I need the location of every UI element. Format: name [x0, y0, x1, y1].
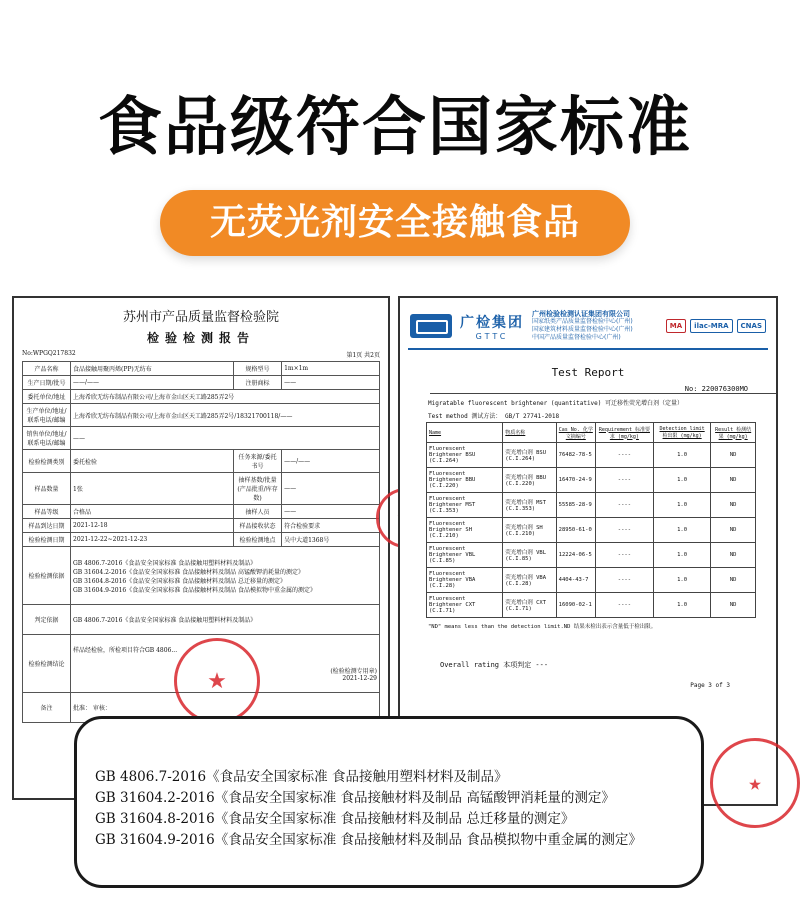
results-cell: 1.0 — [653, 543, 710, 568]
report-row — [23, 473, 380, 505]
basis-line: GB 31604.9-2016《食品安全国家标准 食品接触材料及制品 食品模拟物中重金属的测定》 — [73, 586, 317, 594]
results-cell: 荧光增白剂 CXT (C.I.71) — [503, 593, 556, 618]
results-table — [426, 422, 756, 618]
gttc-logo-icon — [410, 314, 452, 338]
results-cell: 1.0 — [653, 443, 710, 468]
report-cell: —— — [282, 505, 380, 519]
results-cell: Fluorescent Brightener CXT (C.I.71) — [427, 593, 503, 618]
report-cell: ——/—— — [71, 376, 234, 390]
results-cell: 1.0 — [653, 568, 710, 593]
divider — [408, 348, 768, 350]
report-cell: 样品接收状态 — [234, 519, 282, 533]
report-row — [23, 404, 380, 427]
report-row — [23, 390, 380, 404]
basis-line: GB 4806.7-2016《食品安全国家标准 食品接触用塑料材料及制品》 — [73, 559, 257, 567]
results-cell: Fluorescent Brightener BBU (C.I.220) — [427, 468, 503, 493]
report-row — [23, 505, 380, 519]
report-cell: 样品数量 — [23, 473, 71, 505]
basis-line: GB 31604.2-2016《食品安全国家标准 食品接触材料及制品 高锰酸钾消耗量的测定》 — [73, 568, 305, 576]
results-header-cell: Cas No. 化学文摘编号 — [556, 423, 595, 443]
headline: 食品级符合国家标准 — [98, 91, 692, 165]
report-cell: —— — [71, 427, 380, 450]
results-cell: ---- — [595, 518, 653, 543]
report-row — [23, 450, 380, 473]
report-cell: 抽样人员 — [234, 505, 282, 519]
report-row — [23, 519, 380, 533]
results-cell: ---- — [595, 468, 653, 493]
results-cell: 28950-61-0 — [556, 518, 595, 543]
zoom-line: GB 31604.9-2016《食品安全国家标准 食品接触材料及制品 食品模拟物中重金属的测定》 — [95, 832, 642, 848]
table-row — [427, 543, 756, 568]
brand-en: GTTC — [475, 331, 509, 341]
report-cell: 检验检测类别 — [23, 450, 71, 473]
report-cell: 生产日期/批号 — [23, 376, 71, 390]
report-cell: 产品名称 — [23, 362, 71, 376]
org-cn: 广州检验检测认证集团有限公司 — [532, 310, 630, 318]
table-row — [427, 493, 756, 518]
results-cell: 荧光增白剂 VBL (C.I.85) — [503, 543, 556, 568]
report-cell: —— — [282, 473, 380, 505]
results-cell: ND — [711, 568, 756, 593]
results-cell: Fluorescent Brightener BSU (C.I.264) — [427, 443, 503, 468]
report-cell: 销售单位/地址/联系电话/邮编 — [23, 427, 71, 450]
report-cell: 1张 — [71, 473, 234, 505]
report-row — [23, 376, 380, 390]
seal-stamp-icon: ★ — [174, 638, 260, 724]
results-cell: 16090-02-1 — [556, 593, 595, 618]
results-cell: 1.0 — [653, 493, 710, 518]
report-cell: 2021-12-18 — [71, 519, 234, 533]
table-row — [427, 518, 756, 543]
report-cell: 委托单位/地址 — [23, 390, 71, 404]
report-cell: GB 4806.7-2016《食品安全国家标准 食品接触用塑料材料及制品》 — [71, 605, 380, 635]
report-row — [23, 362, 380, 376]
report-cell: 上海希欣无纺布制品有限公司/上海市金山区天工路285弄2号 — [71, 390, 380, 404]
gttc-header — [400, 298, 776, 346]
results-cell: 1.0 — [653, 518, 710, 543]
standards-zoom-callout — [74, 716, 704, 888]
zoom-line: GB 31604.8-2016《食品安全国家标准 食品接触材料及制品 总迁移量的测定》 — [95, 811, 575, 827]
results-cell: Fluorescent Brightener SH (C.I.210) — [427, 518, 503, 543]
results-cell: 荧光增白剂 MST (C.I.353) — [503, 493, 556, 518]
report-cell: 抽样基数/批量(产品批重/库存数) — [234, 473, 282, 505]
results-cell: ND — [711, 468, 756, 493]
test-subtitle: Migratable fluorescent brightener (quantitative) 可迁移性荧光增白剂（定量） — [428, 400, 684, 407]
report-cell: 注册商标 — [234, 376, 282, 390]
zoom-line: GB 4806.7-2016《食品安全国家标准 食品接触用塑料材料及制品》 — [95, 769, 508, 785]
report-cell: 备注 — [23, 693, 71, 723]
page-number: Page 3 of 3 — [690, 682, 730, 689]
report-cell: 1m×1m — [282, 362, 380, 376]
results-cell: 荧光增白剂 VBA (C.I.28) — [503, 568, 556, 593]
report-cell: 2021-12-22~2021-12-23 — [71, 533, 234, 547]
results-cell: ---- — [595, 568, 653, 593]
report-title: 检验检测报告 — [146, 331, 255, 345]
results-cell: Fluorescent Brightener VBL (C.I.85) — [427, 543, 503, 568]
report-cell: 合格品 — [71, 505, 234, 519]
results-header-cell: Detection limit 检出限 (mg/kg) — [653, 423, 710, 443]
table-row — [427, 568, 756, 593]
org-sub2: 国家建筑材料质量监督检验中心(广州) — [532, 326, 633, 333]
report-page: 第1页 共2页 — [346, 352, 380, 359]
cnas-cert-icon: CNAS — [737, 319, 766, 333]
seal-text: (检验检测专用章) — [330, 668, 377, 675]
ma-cert-icon: MA — [666, 319, 686, 333]
report-row — [23, 547, 380, 605]
report-cell: 检验检测结论 — [23, 635, 71, 693]
report-cell: 判定依据 — [23, 605, 71, 635]
report-cell: 食品接触用聚丙烯(PP)无纺布 — [71, 362, 234, 376]
overall-rating: Overall rating 本项判定 --- — [440, 661, 549, 669]
report-cell: 委托检验 — [71, 450, 234, 473]
table-row — [427, 593, 756, 618]
report-cell: 吴中大道1368号 — [282, 533, 380, 547]
results-cell: ND — [711, 518, 756, 543]
results-cell: Fluorescent Brightener VBA (C.I.28) — [427, 568, 503, 593]
report-cell: 批准： 审核： — [71, 693, 380, 723]
results-cell: 1.0 — [653, 468, 710, 493]
report-org: 苏州市产品质量监督检验院 — [122, 310, 279, 325]
basis-line: GB 31604.8-2016《食品安全国家标准 食品接触材料及制品 总迁移量的测定》 — [73, 577, 287, 585]
results-cell: Fluorescent Brightener MST (C.I.353) — [427, 493, 503, 518]
nd-note: "ND" means less than the detection limit.ND 结果未检出表示含量低于检出限。 — [428, 624, 657, 630]
results-header-cell: Result 检测结果 (mg/kg) — [711, 423, 756, 443]
test-report-number: No: 220076300MO — [430, 385, 776, 394]
report-cell: 上海希欣无纺布制品有限公司/上海市金山区天工路285弄2号/18321700118/—— — [71, 404, 380, 427]
report-row — [23, 533, 380, 547]
results-cell: 荧光增白剂 SH (C.I.210) — [503, 518, 556, 543]
table-row — [427, 468, 756, 493]
results-cell: ND — [711, 493, 756, 518]
results-cell: 荧光增白剂 BBU (C.I.220) — [503, 468, 556, 493]
results-cell: 55585-28-9 — [556, 493, 595, 518]
report-cell: 符合检验要求 — [282, 519, 380, 533]
report-cell: 任务来源/委托书号 — [234, 450, 282, 473]
results-cell: ND — [711, 443, 756, 468]
report-number: No:WPGQ217832 — [22, 350, 76, 357]
results-cell: ---- — [595, 593, 653, 618]
conclusion-text: 样品经检验，所检项目符合GB 4806... — [73, 647, 178, 654]
test-report-title: Test Report — [551, 366, 625, 379]
results-cell: 荧光增白剂 BSU (C.I.264) — [503, 443, 556, 468]
org-sub1: 国家纸类产品质量监督检验中心(广州) — [532, 318, 633, 325]
results-cell: ---- — [595, 543, 653, 568]
report-cell: 检验检测地点 — [234, 533, 282, 547]
org-sub3: 中国产品质量监督检验中心(广州) — [532, 334, 621, 341]
results-cell: 4404-43-7 — [556, 568, 595, 593]
seal-stamp-icon: ★ — [710, 738, 800, 828]
results-header-row — [427, 423, 756, 443]
test-method: Test method 测试方法： GB/T 27741-2018 — [428, 413, 560, 420]
report-cell: 规格型号 — [234, 362, 282, 376]
sign-date: 2021-12-29 — [342, 675, 377, 682]
report-cell: —— — [282, 376, 380, 390]
results-cell: 76482-78-5 — [556, 443, 595, 468]
feature-pill: 无荧光剂安全接触食品 — [160, 190, 630, 256]
results-cell: ND — [711, 593, 756, 618]
report-cell: ——/—— — [282, 450, 380, 473]
report-cell: 样品等级 — [23, 505, 71, 519]
ilac-cert-icon: ilac-MRA — [690, 319, 732, 333]
results-cell: ND — [711, 543, 756, 568]
brand-cn: 广检集团 — [460, 314, 524, 331]
report-cell — [71, 547, 380, 605]
report-cell: 样品到达日期 — [23, 519, 71, 533]
table-row — [427, 443, 756, 468]
results-header-cell: Requirement 标准要求 (mg/kg) — [595, 423, 653, 443]
results-cell: 16470-24-9 — [556, 468, 595, 493]
results-cell: 1.0 — [653, 593, 710, 618]
results-cell: 12224-06-5 — [556, 543, 595, 568]
report-cell: 检验检测日期 — [23, 533, 71, 547]
report-cell: 生产单位/地址/联系电话/邮编 — [23, 404, 71, 427]
results-header-cell: Name — [427, 423, 503, 443]
zoom-line: GB 31604.2-2016《食品安全国家标准 食品接触材料及制品 高锰酸钾消耗量的测定》 — [95, 790, 615, 806]
results-cell: ---- — [595, 443, 653, 468]
report-row — [23, 605, 380, 635]
report-cell: 检验检测依据 — [23, 547, 71, 605]
results-header-cell: 物质名称 — [503, 423, 556, 443]
results-cell: ---- — [595, 493, 653, 518]
report-row — [23, 427, 380, 450]
